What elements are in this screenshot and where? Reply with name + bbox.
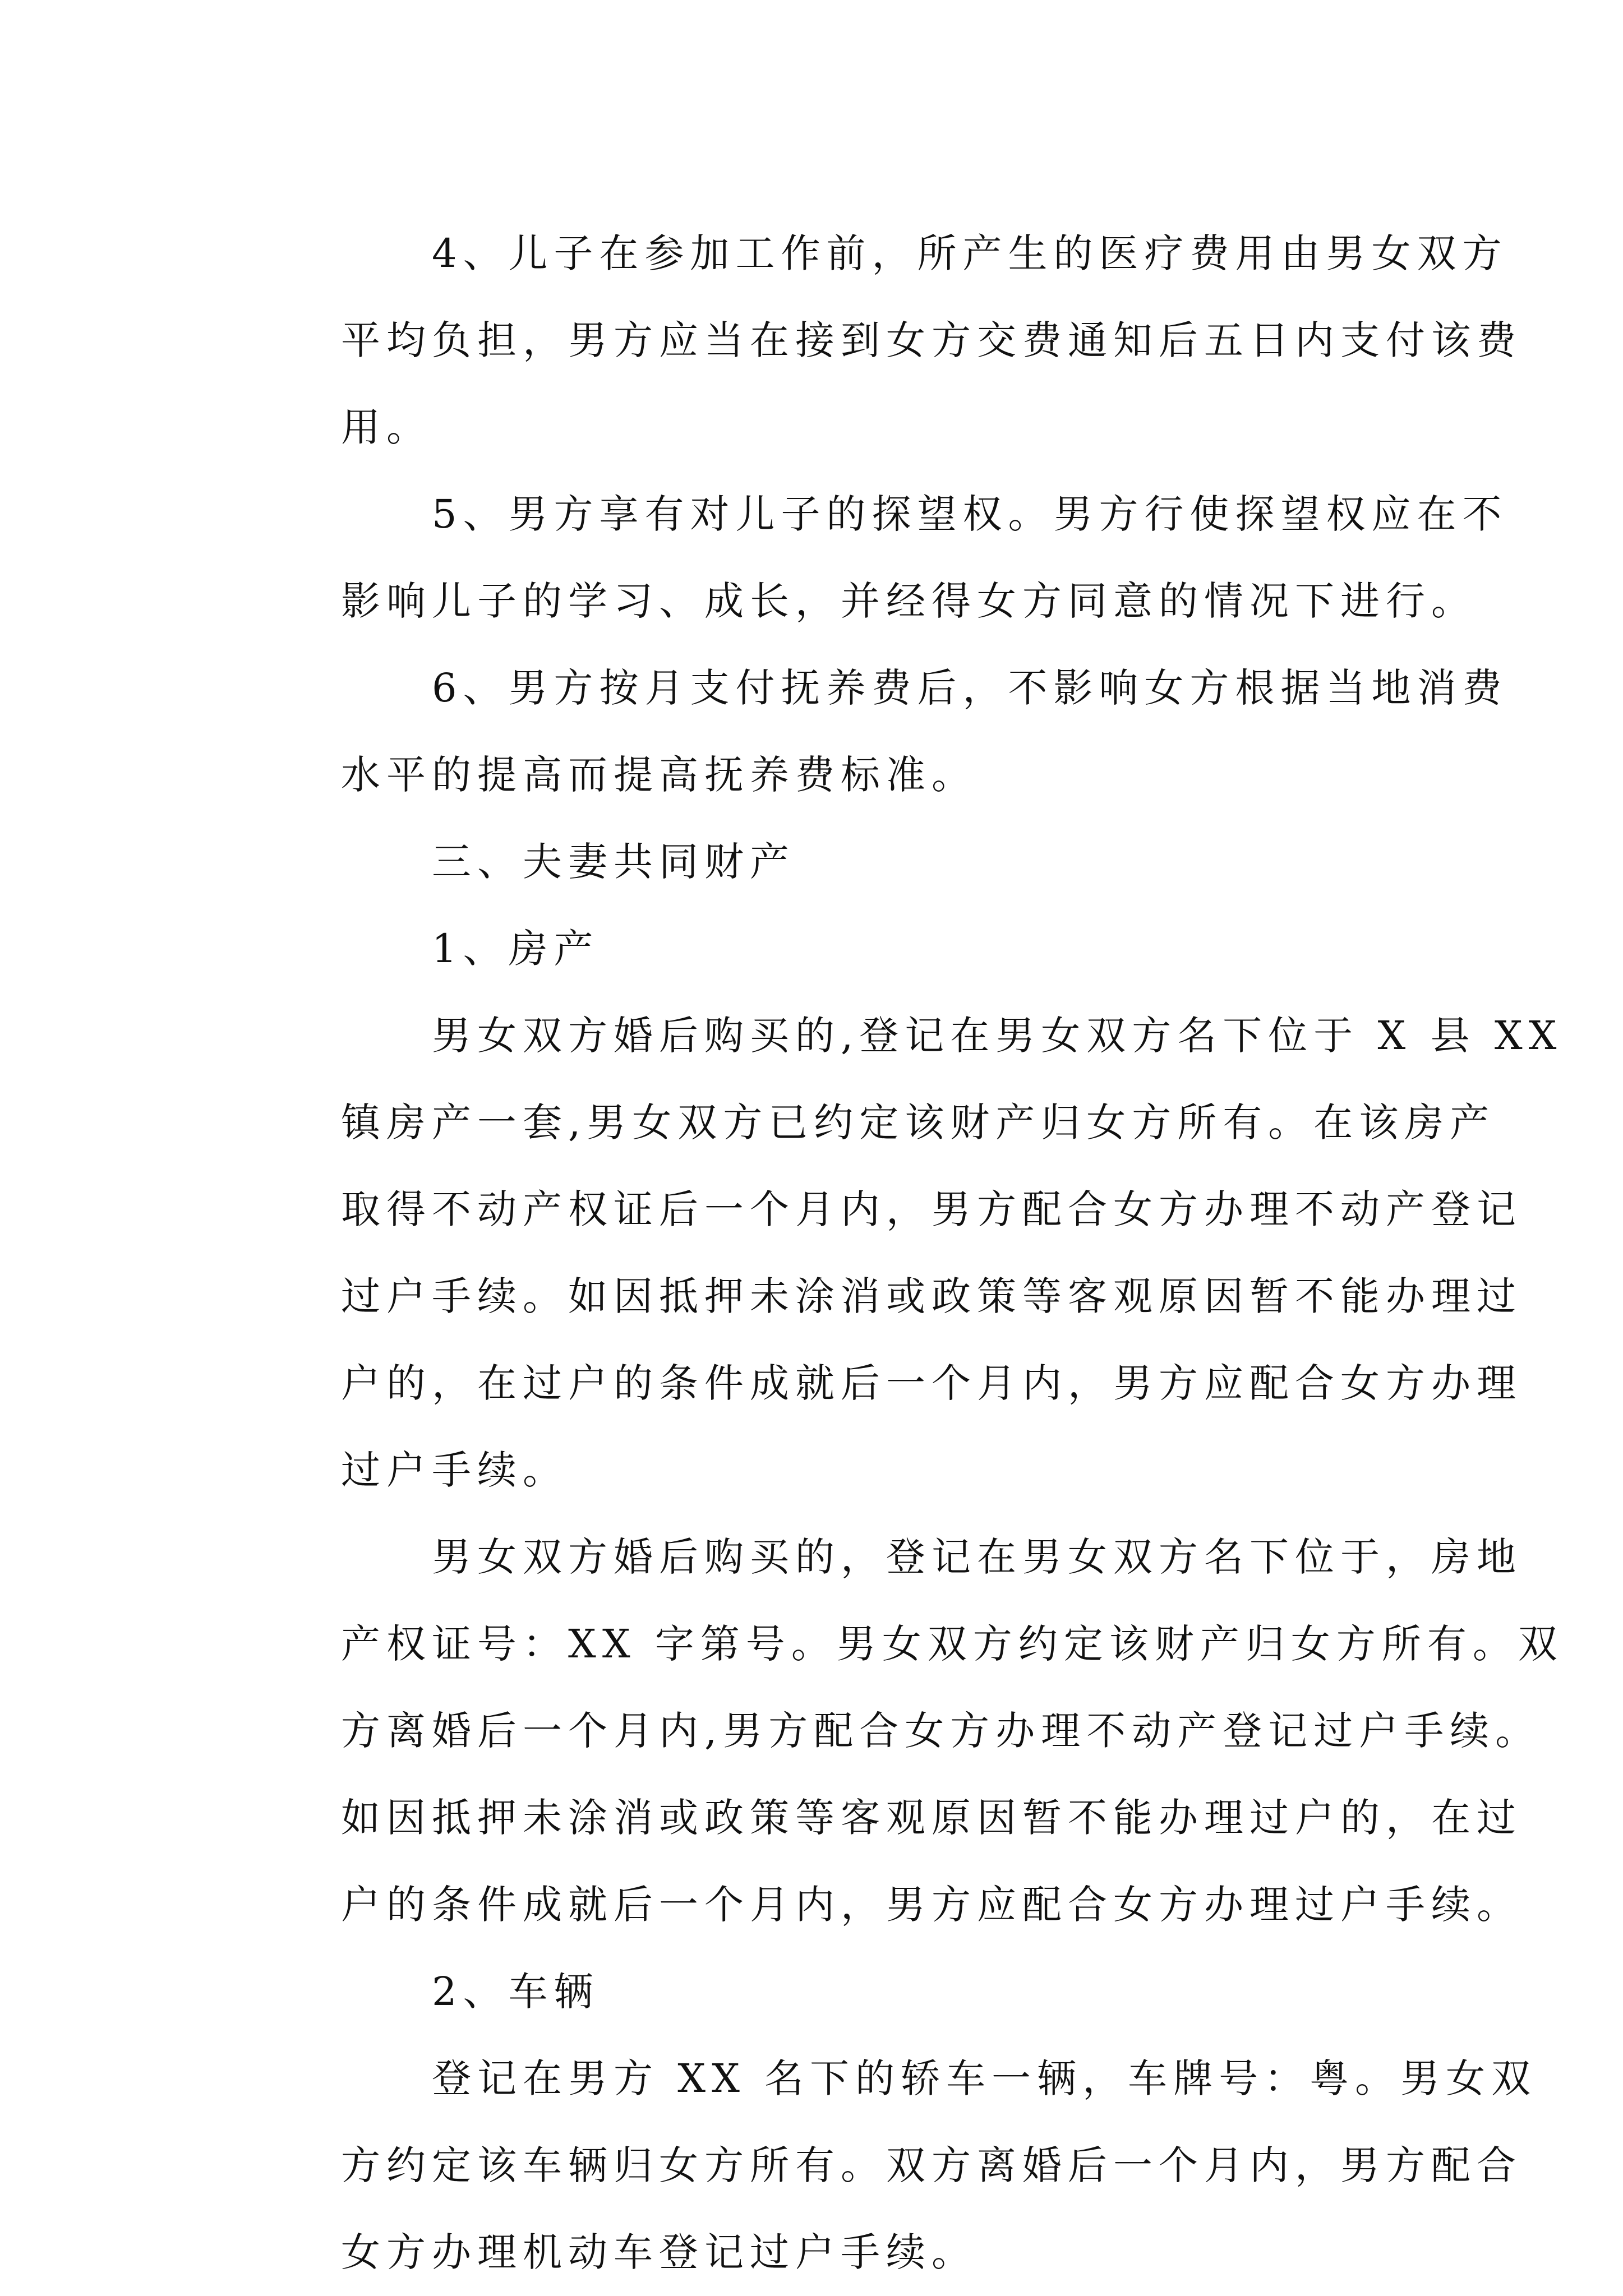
paragraph-line: 方约定该车辆归女方所有。双方离婚后一个月内，男方配合 — [341, 2142, 1522, 2188]
paragraph-line: 女方办理机动车登记过户手续。 — [341, 2229, 977, 2275]
section-heading-joint-property — [250, 819, 1383, 906]
paragraph-line: 镇房产一套,男女双方已约定该财产归女方所有。在该房产 — [341, 1100, 1496, 1145]
paragraph-line: 5、男方享有对儿子的探望权。男方行使探望权应在不 — [432, 491, 1508, 537]
paragraph-line: 方离婚后一个月内,男方配合女方办理不动产登记过户手续。 — [341, 1708, 1541, 1754]
paragraph-line: 男女双方婚后购买的，登记在男女双方名下位于，房地 — [432, 1534, 1522, 1580]
subsection-heading-real-estate — [250, 906, 1383, 992]
paragraph-line: 4、儿子在参加工作前，所产生的医疗费用由男女双方 — [432, 230, 1508, 276]
paragraph-line: 男女双方婚后购买的,登记在男女双方名下位于 X 县 XX — [432, 1013, 1563, 1059]
subsection-heading-vehicle — [250, 1948, 1383, 2035]
paragraph-line: 影响儿子的学习、成长，并经得女方同意的情况下进行。 — [341, 578, 1477, 624]
paragraph-line: 平均负担，男方应当在接到女方交费通知后五日内支付该费 — [341, 317, 1522, 363]
paragraph-vehicle — [250, 2035, 1537, 2296]
paragraph-line: 过户手续。 — [341, 1447, 568, 1493]
section-heading: 三、夫妻共同财产 — [432, 839, 795, 885]
document-body — [250, 210, 1564, 2296]
paragraph-line: 6、男方按月支付抚养费后，不影响女方根据当地消费 — [432, 665, 1508, 711]
paragraph-line: 户的，在过户的条件成就后一个月内，男方应配合女方办理 — [341, 1360, 1522, 1406]
subsection-heading: 1、房产 — [432, 926, 600, 972]
paragraph-line: 户的条件成就后一个月内，男方应配合女方办理过户手续。 — [341, 1882, 1522, 1928]
paragraph-item-5-visitation — [250, 471, 1508, 645]
paragraph-real-estate-1 — [250, 992, 1563, 1514]
paragraph-line: 登记在男方 XX 名下的轿车一辆，车牌号：粤。男女双 — [432, 2055, 1537, 2101]
paragraph-line: 过户手续。如因抵押未涂消或政策等客观原因暂不能办理过 — [341, 1273, 1522, 1319]
paragraph-line: 水平的提高而提高抚养费标准。 — [341, 752, 977, 798]
paragraph-line: 产权证号：XX 字第号。男女双方约定该财产归女方所有。双 — [341, 1621, 1564, 1667]
subsection-heading: 2、车辆 — [432, 1969, 600, 2015]
paragraph-line: 用。 — [341, 404, 432, 450]
paragraph-item-6-support-standard — [250, 645, 1508, 819]
paragraph-line: 如因抵押未涂消或政策等客观原因暂不能办理过户的，在过 — [341, 1795, 1522, 1841]
paragraph-line: 取得不动产权证后一个月内，男方配合女方办理不动产登记 — [341, 1186, 1522, 1232]
paragraph-real-estate-2 — [250, 1514, 1564, 1948]
paragraph-item-4-medical-costs — [250, 210, 1522, 471]
